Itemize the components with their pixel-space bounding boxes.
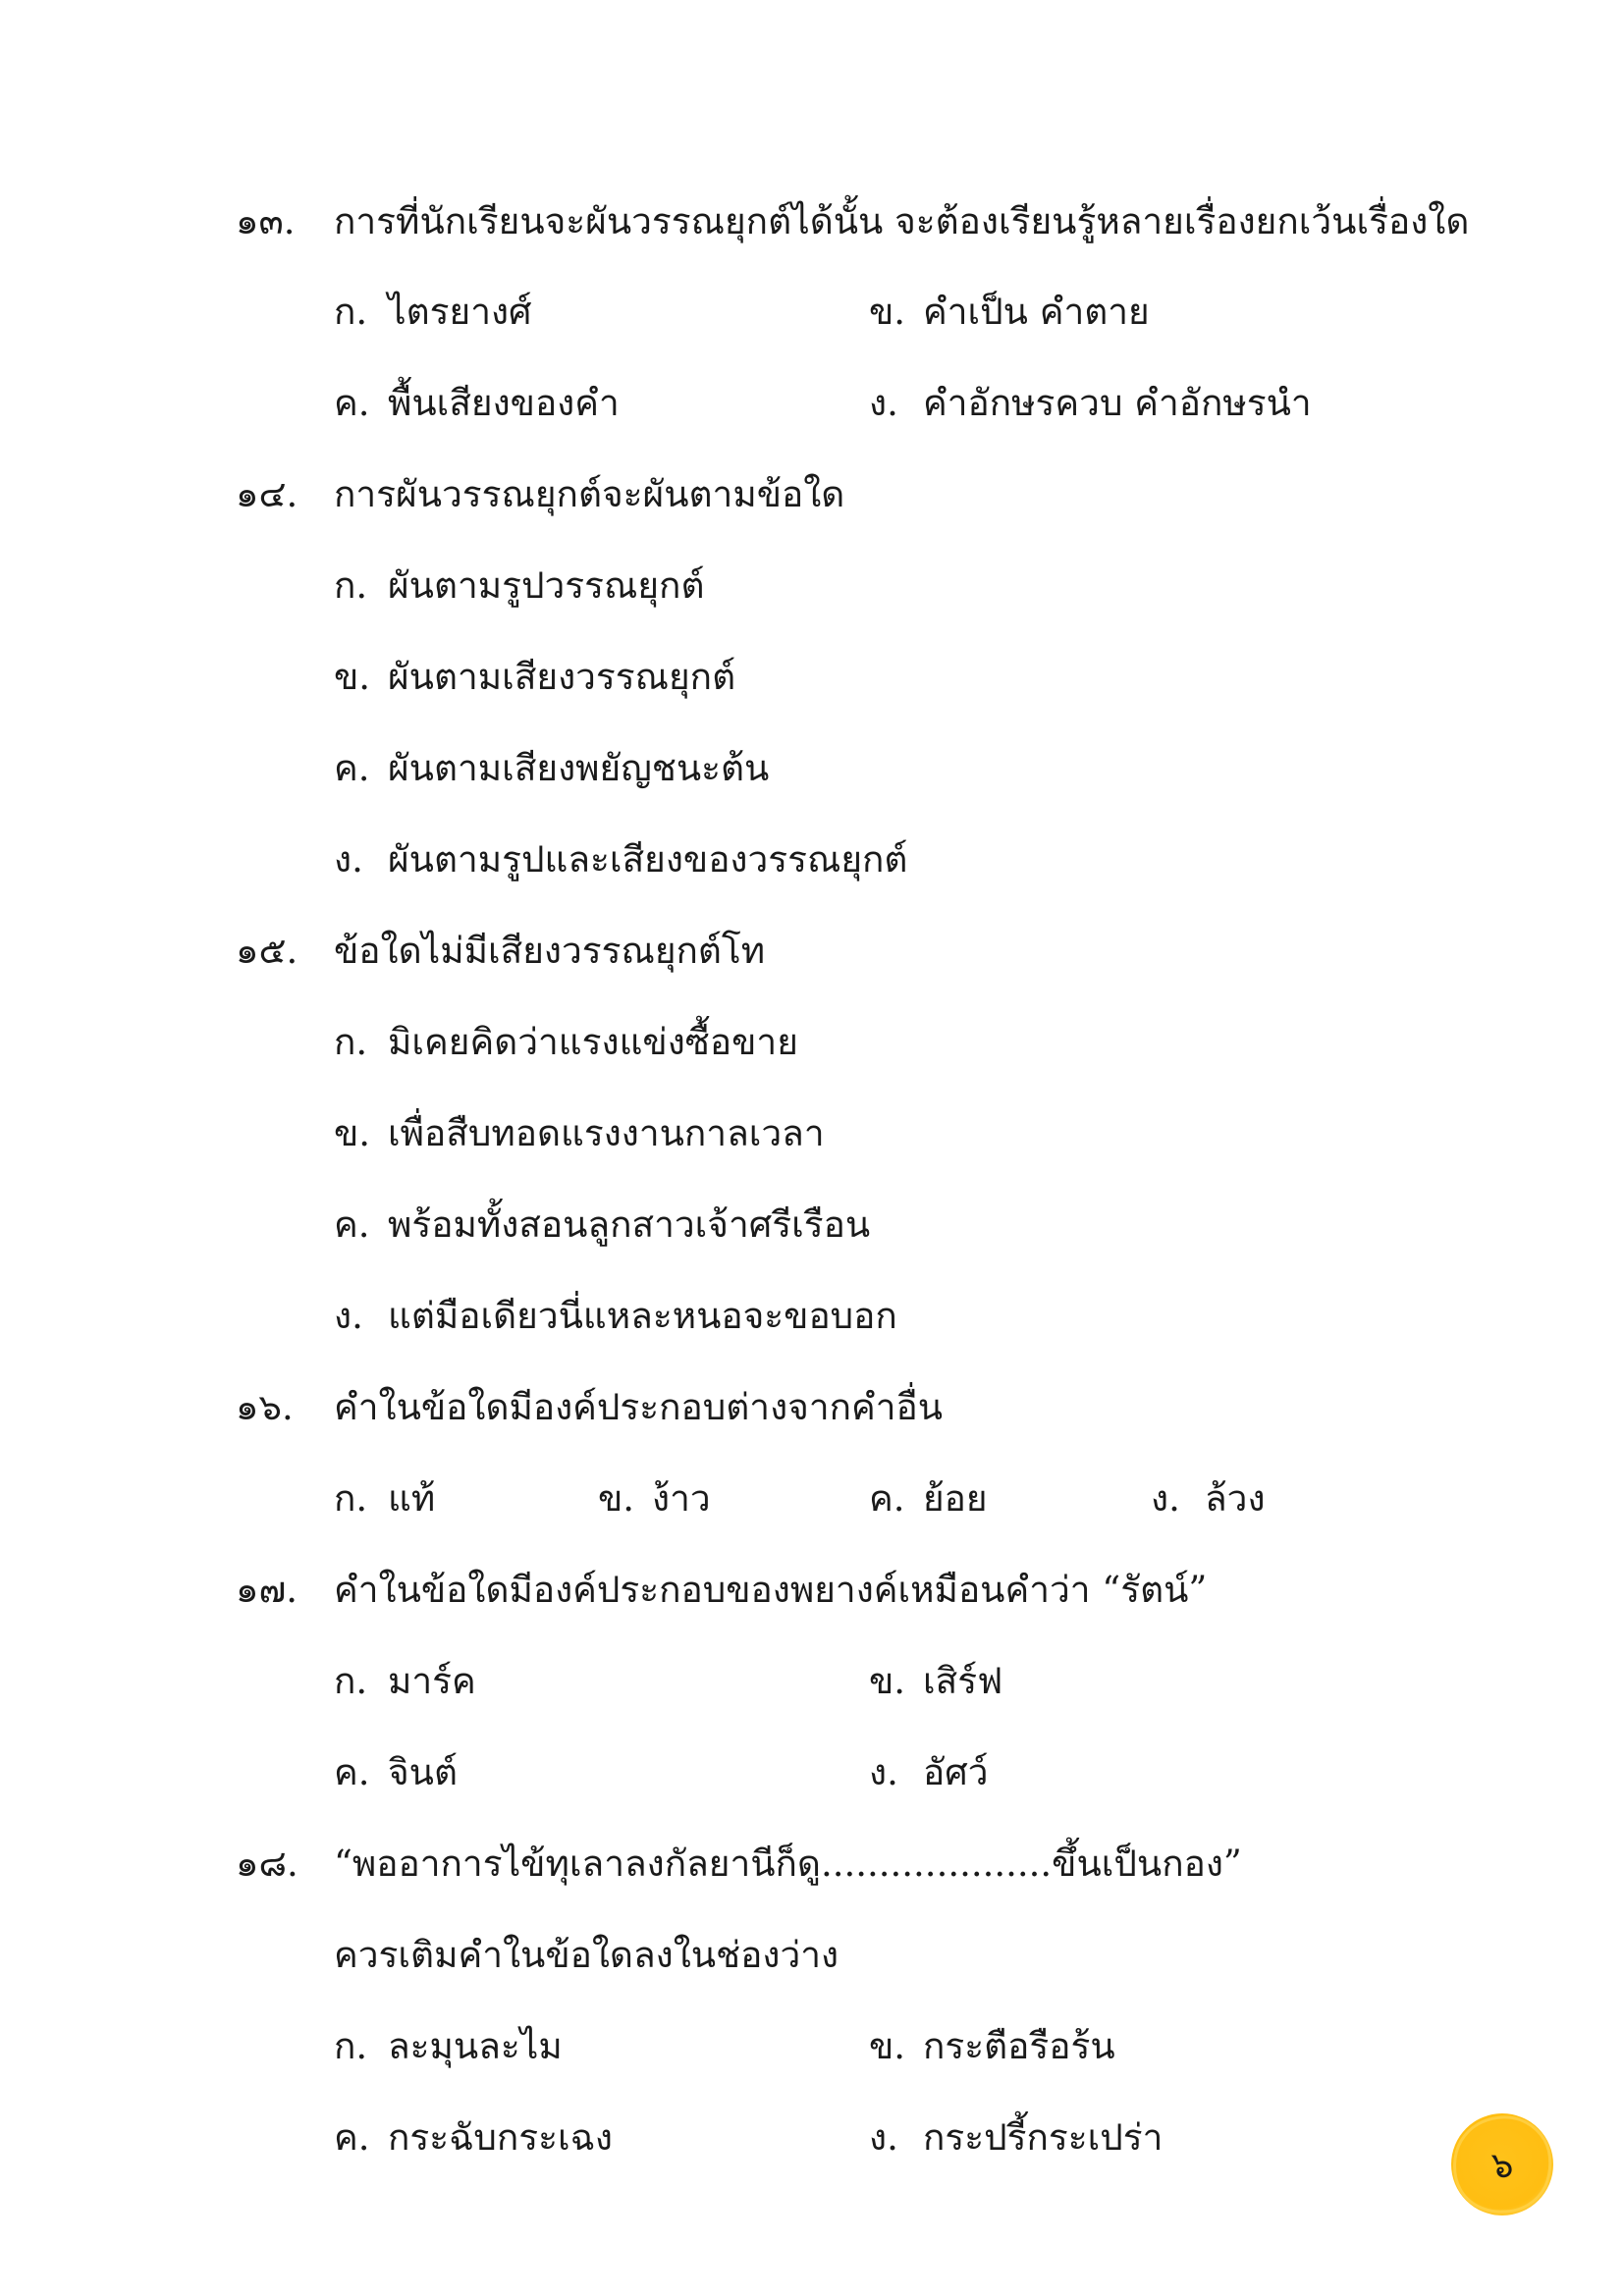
option-b: ข. กระตือรือร้น [869,2025,1115,2067]
page-number: ๖ [1490,2145,1514,2186]
option-a: ก. ไตรยางศ์ [334,291,532,333]
question-number: ๑๗. [236,1569,298,1611]
option-b: ข. ผันตามเสียงวรรณยุกต์ [334,656,736,698]
option-d: ง. กระปรี้กระเปร่า [869,2116,1164,2159]
option-d: ง. ผันตามรูปและเสียงของวรรณยุกต์ [334,838,908,881]
option-c: ค. ย้อย [869,1477,988,1520]
option-c: ค. ผันตามเสียงพยัญชนะต้น [334,747,770,789]
option-d: ง. คำอักษรควบ คำอักษรนำ [869,382,1312,424]
option-d: ง. แต่มือเดียวนี่แหละหนอจะขอบอก [334,1295,897,1337]
option-a: ก. มิเคยคิดว่าแรงแข่งซื้อขาย [334,1021,798,1063]
question-number: ๑๕. [236,930,298,972]
question-instruction: ควรเติมคำในข้อใดลงในช่องว่าง [334,1934,839,1976]
option-a: ก. แท้ [334,1477,436,1520]
option-b: ข. เสิร์ฟ [869,1660,1003,1702]
question-number: ๑๔. [236,473,298,515]
option-a: ก. ละมุนละไม [334,2025,563,2067]
question-text: การผันวรรณยุกต์จะผันตามข้อใด [334,473,845,515]
question-text: คำในข้อใดมีองค์ประกอบของพยางค์เหมือนคำว่า “รัตน์” [334,1569,1208,1611]
option-c: ค. พร้อมทั้งสอนลูกสาวเจ้าศรีเรือน [334,1203,871,1246]
question-text: ข้อใดไม่มีเสียงวรรณยุกต์โท [334,930,766,972]
option-c: ค. กระฉับกระเฉง [334,2116,613,2159]
option-d: ง. ล้วง [1151,1477,1266,1520]
option-b: ข. เพื่อสืบทอดแรงงานกาลเวลา [334,1112,825,1154]
question-text: การที่นักเรียนจะผันวรรณยุกต์ได้นั้น จะต้องเรียนรู้หลายเรื่องยกเว้นเรื่องใด [334,200,1470,242]
option-c: ค. จินต์ [334,1751,459,1793]
question-text: คำในข้อใดมีองค์ประกอบต่างจากคำอื่น [334,1386,944,1428]
option-d: ง. อัศว์ [869,1751,989,1793]
option-a: ก. ผันตามรูปวรรณยุกต์ [334,564,705,607]
option-b: ข. ง้าว [598,1477,711,1520]
question-number: ๑๘. [236,1842,298,1885]
page-number-badge [1451,2113,1553,2216]
question-text: “พออาการไข้ทุเลาลงกัลยานีก็ดู....................ขึ้นเป็นกอง” [334,1842,1242,1885]
option-b: ข. คำเป็น คำตาย [869,291,1150,333]
option-a: ก. มาร์ค [334,1660,476,1702]
option-c: ค. พื้นเสียงของคำ [334,382,620,424]
question-number: ๑๓. [236,200,296,242]
question-number: ๑๖. [236,1386,294,1428]
